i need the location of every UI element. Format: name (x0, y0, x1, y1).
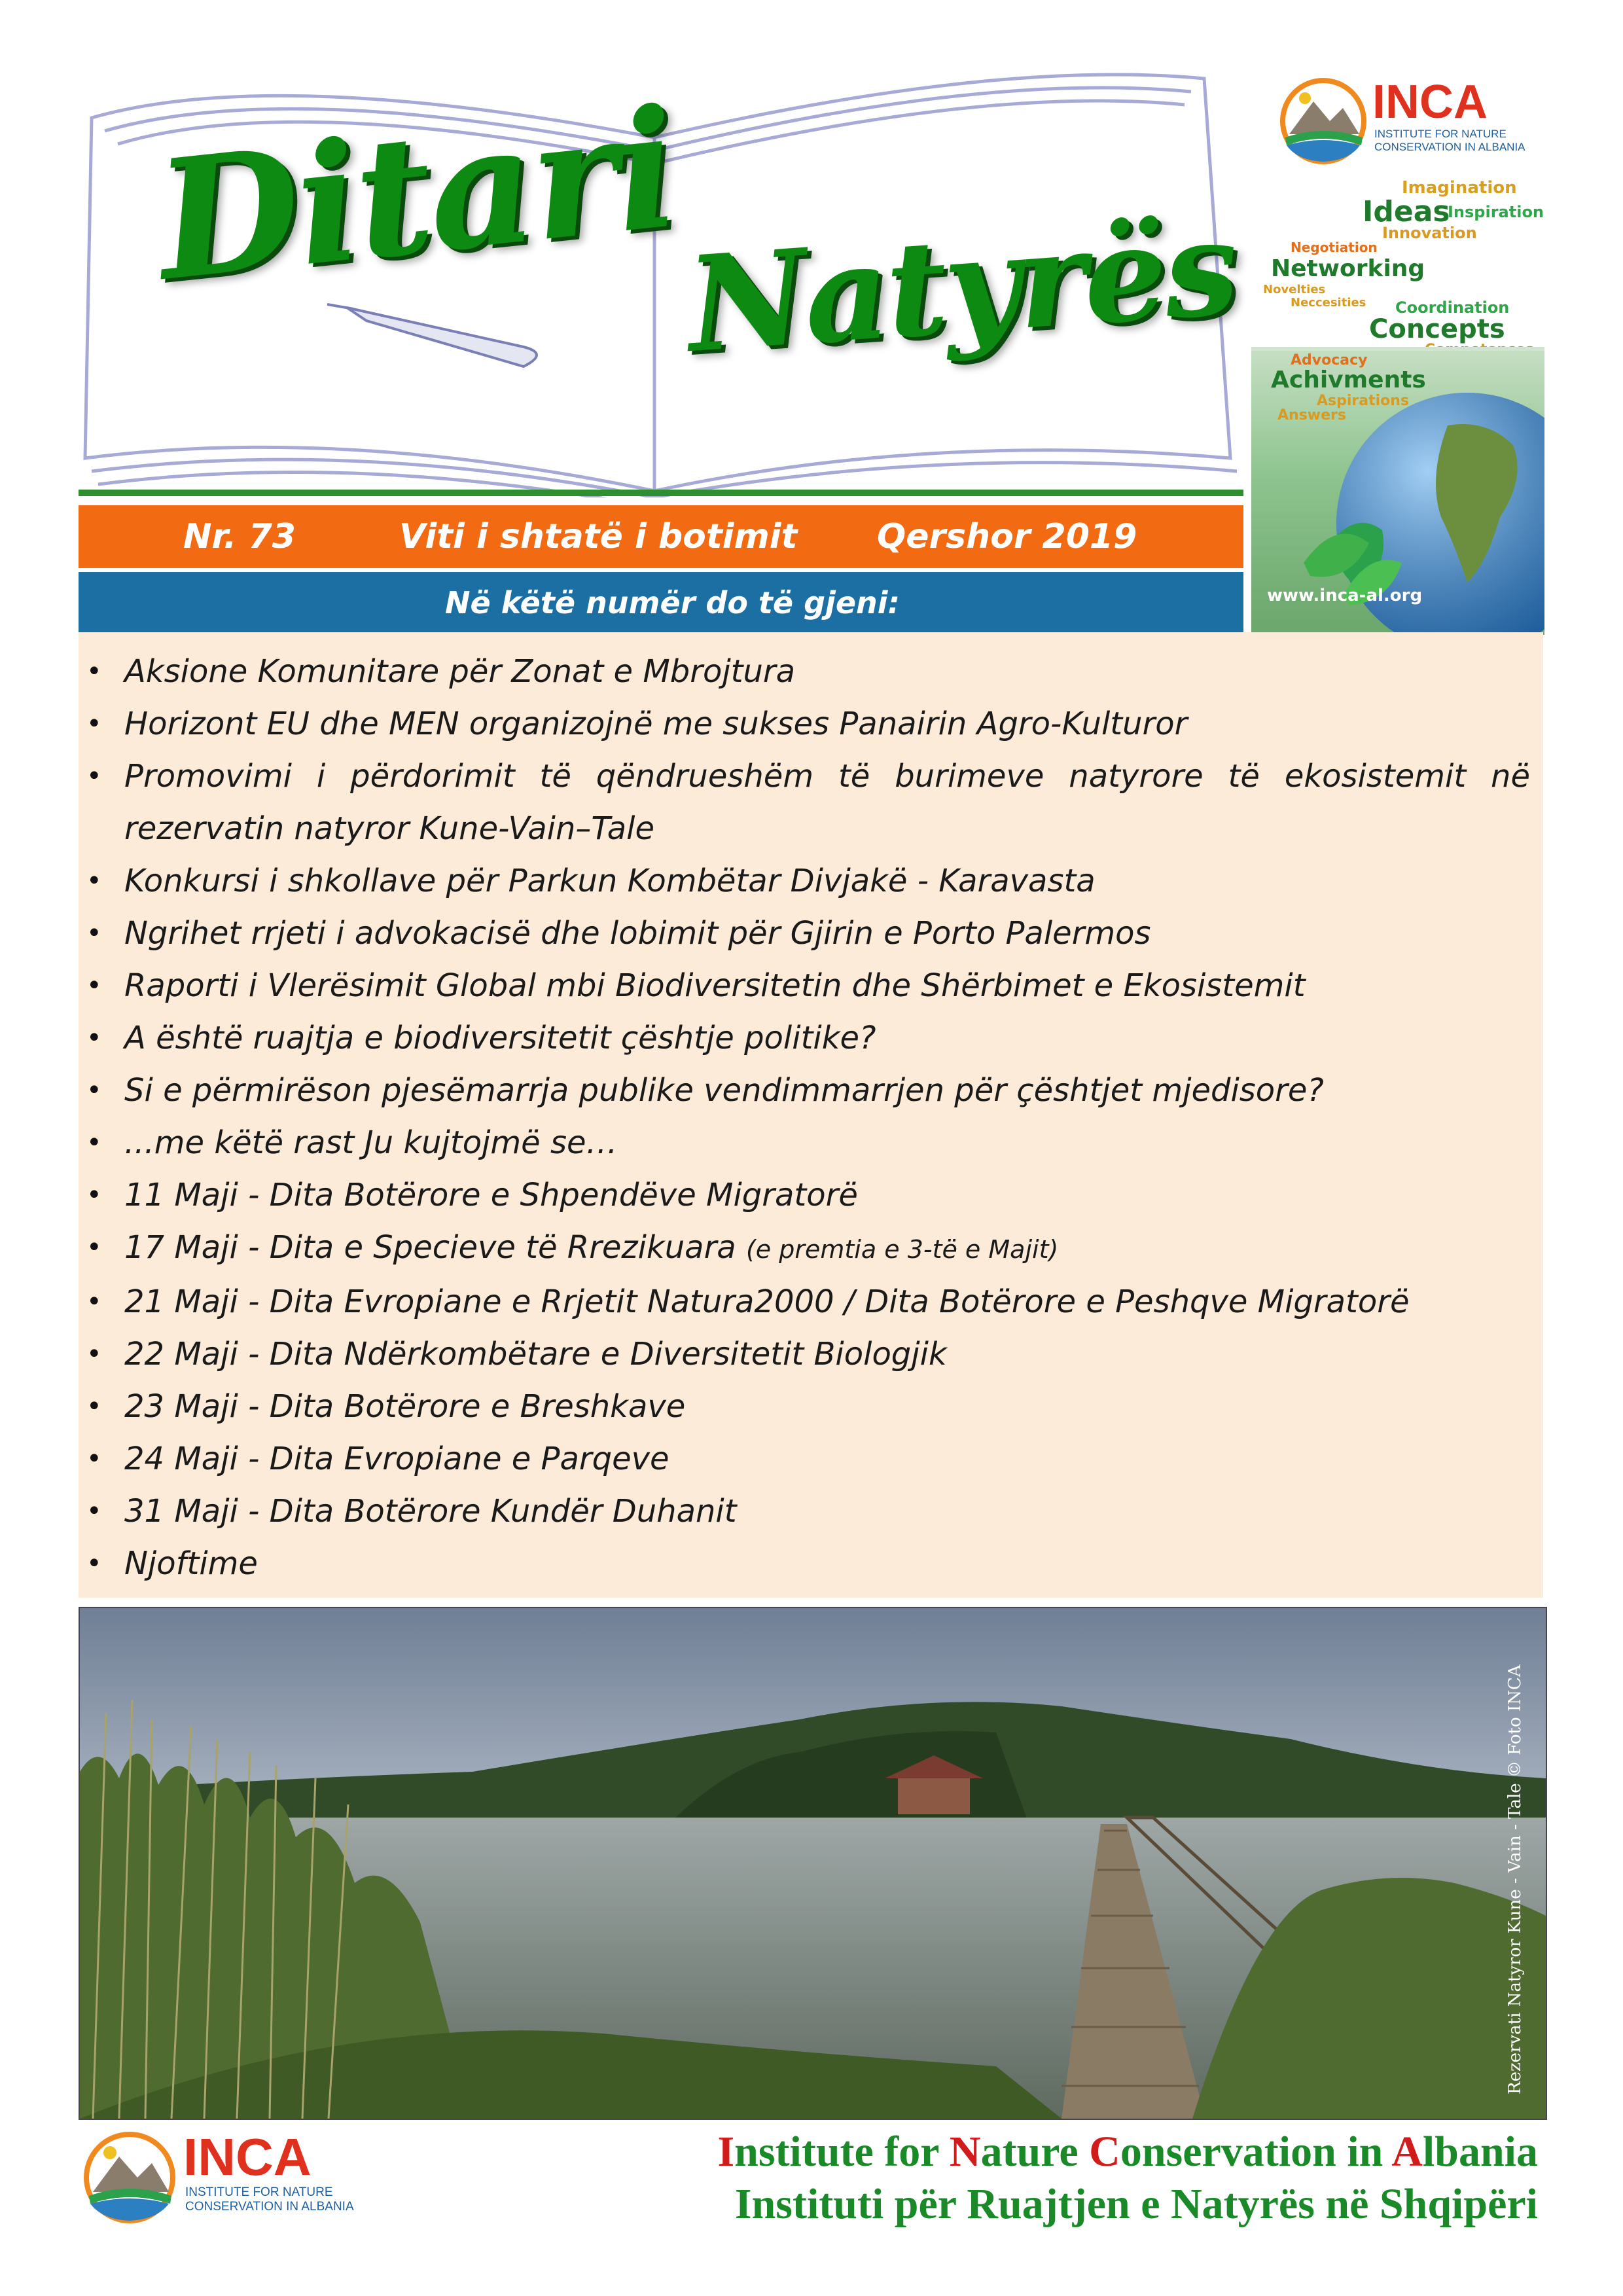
toc-item-note: (e premtia e 3-të e Majit) (745, 1235, 1059, 1264)
footer-albanian-name: Instituti për Ruajtjen e Natyrës në Shqipëri (734, 2180, 1538, 2228)
svg-text:INCA: INCA (1372, 76, 1488, 128)
toc-item: • Raporti i Vlerësimit Global mbi Biodiversitetin dhe Shërbimet e Ekosistemit (79, 960, 1543, 1012)
wc-advocacy: Advocacy (1291, 352, 1368, 368)
inca-logo (1277, 72, 1539, 170)
cover-photo (79, 1607, 1547, 2120)
toc-item: • 24 Maji - Dita Evropiane e Parqeve (79, 1433, 1543, 1485)
wc-coordination: Coordination (1395, 298, 1510, 317)
toc-item: • 31 Maji - Dita Botërore Kundër Duhanit (79, 1485, 1543, 1537)
toc-item: • Njoftime (79, 1537, 1543, 1590)
toc-item: • Promovimi i përdorimit të qëndrueshëm të burimeve natyrore të ekosistemit në rezervatin natyror Kune-Vain–Tale (79, 750, 1543, 855)
wc-concepts: Concepts (1369, 314, 1505, 344)
toc-item: • Konkursi i shkollave për Parkun Kombëtar Divjakë - Karavasta (79, 855, 1543, 907)
toc-item: • Horizont EU dhe MEN organizojnë me sukses Panairin Agro-Kulturor (79, 698, 1543, 750)
toc-item: • 17 Maji - Dita e Specieve të Rrezikuara (e premtia e 3-të e Majit) (79, 1221, 1543, 1276)
wc-networking: Networking (1271, 255, 1425, 282)
wc-novelties: Novelties (1263, 283, 1326, 296)
issue-year-text: Viti i shtatë i botimit (399, 517, 798, 556)
green-rule (79, 490, 1243, 496)
wc-achivments: Achivments (1271, 367, 1426, 393)
toc-item: • Ngrihet rrjeti i advokacisë dhe lobimit për Gjirin e Porto Palermos (79, 907, 1543, 960)
toc-item: • 22 Maji - Dita Ndërkombëtare e Diversitetit Biologjik (79, 1328, 1543, 1380)
wc-inspiration: Inspiration (1448, 203, 1544, 221)
title-word-ditari: Ditari (148, 71, 685, 317)
wc-answers: Answers (1277, 407, 1346, 423)
svg-text:CONSERVATION IN ALBANIA: CONSERVATION IN ALBANIA (1374, 141, 1525, 153)
lake-boardwalk-photo (80, 1608, 1546, 2119)
svg-text:INCA: INCA (183, 2128, 312, 2186)
issue-number: Nr. 73 (183, 517, 296, 556)
wc-ideas: Ideas (1363, 195, 1450, 228)
toc-list (79, 632, 1543, 1590)
svg-text:INSTITUTE FOR NATURE: INSTITUTE FOR NATURE (1374, 128, 1507, 140)
masthead (79, 39, 1243, 497)
inca-logo-footer (79, 2124, 366, 2229)
toc-item: • Aksione Komunitare për Zonat e Mbrojtura (79, 645, 1543, 698)
toc-item: • 21 Maji - Dita Evropiane e Rrjetit Natura2000 / Dita Botërore e Peshqve Migratorë (79, 1276, 1543, 1328)
wc-imagination: Imagination (1402, 178, 1517, 198)
website-url[interactable]: www.inca-al.org (1267, 586, 1423, 605)
issue-bar (79, 505, 1243, 568)
wc-neccesities: Neccesities (1291, 296, 1366, 310)
toc-heading-bar (79, 572, 1243, 632)
issue-date: Qershor 2019 (877, 517, 1137, 556)
wc-aspirations: Aspirations (1317, 393, 1410, 409)
toc-item: • Si e përmirëson pjesëmarrja publike vendimmarrjen për çështjet mjedisore? (79, 1064, 1543, 1117)
wc-innovation: Innovation (1382, 224, 1477, 242)
footer-english-name: Institute for Nature Conservation in Albania (717, 2128, 1538, 2176)
title-word-natyres: Natyrës (682, 190, 1241, 382)
toc-item: • A është ruajtja e biodiversitetit çështje politike? (79, 1012, 1543, 1064)
contents-box (79, 632, 1543, 1598)
toc-item: • 11 Maji - Dita Botërore e Shpendëve Migratorë (79, 1169, 1543, 1221)
svg-text:CONSERVATION IN ALBANIA: CONSERVATION IN ALBANIA (185, 2200, 354, 2214)
toc-item: • ...me këtë rast Ju kujtojmë se… (79, 1117, 1543, 1169)
photo-credit: Rezervati Natyror Kune - Vain - Tale © Foto INCA (1505, 1664, 1525, 2094)
toc-heading: Në këtë numër do të gjeni: (445, 585, 900, 620)
svg-text:INSTITUTE FOR NATURE: INSTITUTE FOR NATURE (185, 2185, 333, 2199)
toc-item: • 23 Maji - Dita Botërore e Breshkave (79, 1380, 1543, 1433)
wc-negotiation: Negotiation (1291, 240, 1378, 255)
right-panel (1251, 65, 1544, 635)
